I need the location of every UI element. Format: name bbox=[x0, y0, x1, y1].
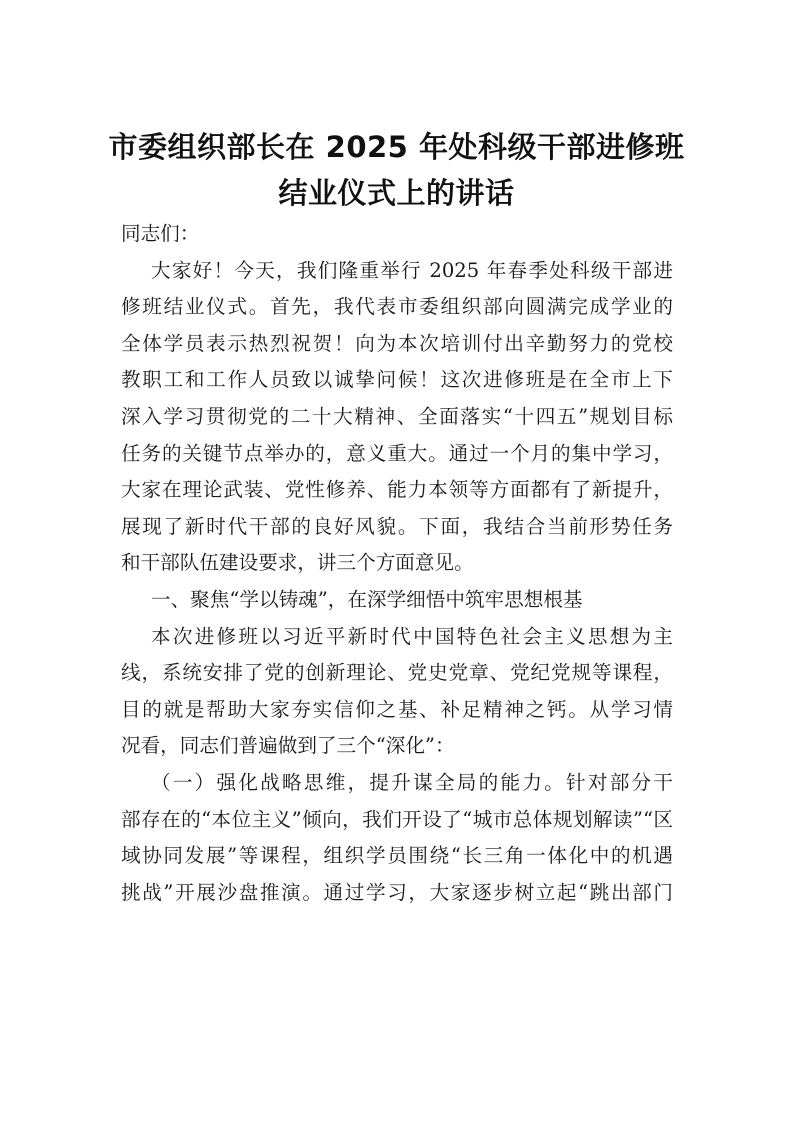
paragraph-line: 本次进修班以习近平新时代中国特色社会主义思想为主 bbox=[151, 624, 673, 648]
paragraph-line: 全体学员表示热烈祝贺！向为本次培训付出辛勤努力的党校 bbox=[121, 331, 673, 355]
paragraph-line: 修班结业仪式。首先，我代表市委组织部向圆满完成学业的 bbox=[121, 295, 673, 319]
document-title-line-1: 市委组织部长在 2025 年处科级干部进修班 bbox=[108, 130, 685, 164]
document-body bbox=[121, 216, 673, 911]
document-title-line-2: 结业仪式上的讲话 bbox=[278, 176, 515, 210]
paragraph-line: 和干部队伍建设要求，讲三个方面意见。 bbox=[121, 551, 474, 575]
paragraph-line: 目的就是帮助大家夯实信仰之基、补足精神之钙。从学习情 bbox=[121, 697, 673, 721]
paragraph-line: 域协同发展”等课程，组织学员围绕“长三角一体化中的机遇 bbox=[121, 844, 673, 868]
salutation: 同志们： bbox=[121, 222, 200, 245]
section-heading: 一、聚焦“学以铸魂”，在深学细悟中筑牢思想根基 bbox=[151, 587, 583, 611]
paragraph-line: 教职工和工作人员致以诚挚问候！这次进修班是在全市上下 bbox=[121, 368, 673, 392]
paragraph-line: 任务的关键节点举办的，意义重大。通过一个月的集中学习， bbox=[121, 441, 673, 465]
paragraph-line: 大家好！今天，我们隆重举行 2025 年春季处科级干部进 bbox=[151, 258, 673, 282]
paragraph-line: 况看，同志们普遍做到了三个“深化”： bbox=[121, 734, 455, 758]
paragraph-line: （一）强化战略思维，提升谋全局的能力。针对部分干 bbox=[151, 770, 673, 794]
paragraph-line: 大家在理论武装、党性修养、能力本领等方面都有了新提升， bbox=[121, 478, 673, 502]
paragraph-line: 线，系统安排了党的创新理论、党史党章、党纪党规等课程， bbox=[121, 661, 673, 685]
paragraph-line: 深入学习贯彻党的二十大精神、全面落实“十四五”规划目标 bbox=[121, 404, 673, 428]
paragraph-line: 展现了新时代干部的良好风貌。下面，我结合当前形势任务 bbox=[121, 514, 673, 538]
paragraph-line: 部存在的“本位主义”倾向，我们开设了“城市总体规划解读”“区 bbox=[121, 807, 673, 831]
paragraph-line: 挑战”开展沙盘推演。通过学习，大家逐步树立起“跳出部门 bbox=[121, 880, 673, 904]
